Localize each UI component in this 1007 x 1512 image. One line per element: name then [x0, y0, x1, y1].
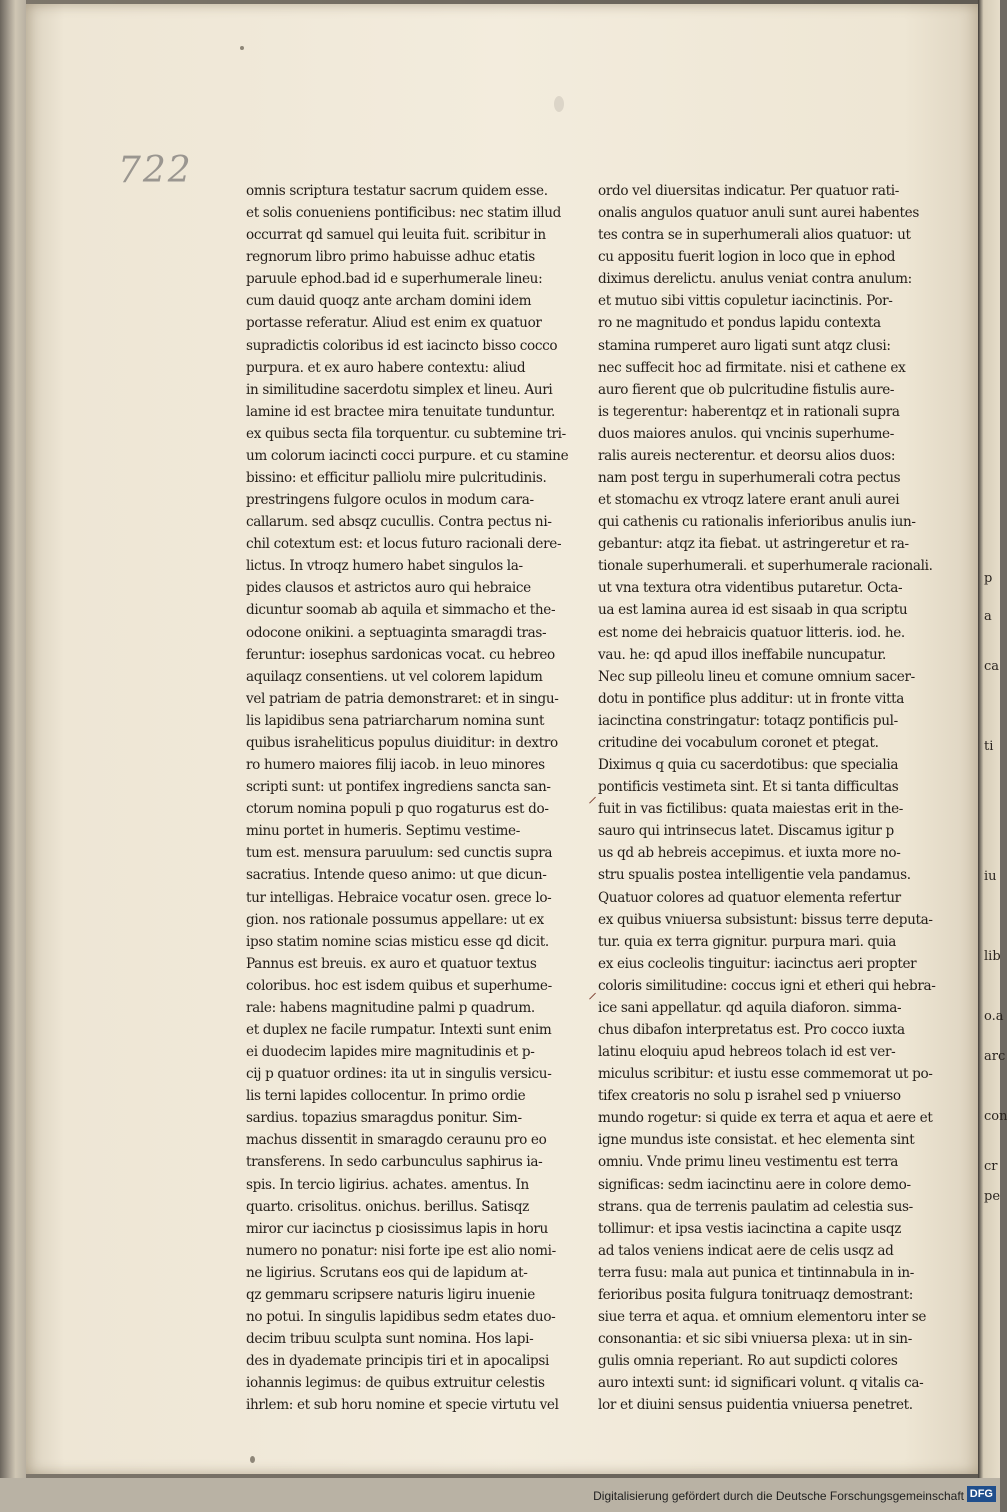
text-line: rale: habens magnitudine palmi p quadrum.	[246, 999, 535, 1016]
text-line: onalis angulos quatuor anuli sunt aurei habentes	[598, 205, 919, 222]
text-line: pontificis vestimeta sint. Et si tanta difficultas	[598, 779, 899, 796]
text-line: igne mundus iste consistat. et hec elementa sint	[598, 1132, 915, 1149]
text-line: us qd ab hebreis accepimus. et iuxta more no-	[598, 845, 901, 862]
text-line: aquilaqz consentiens. ut vel colorem lapidum	[246, 668, 543, 685]
text-line: ferioribus posita fulgura tonitruaqz demostrant:	[598, 1286, 913, 1303]
text-line: sacratius. Intende queso animo: ut que dicun-	[246, 867, 547, 884]
text-line: stamina rumperet auro ligati sunt atqz clusi:	[598, 337, 891, 354]
text-line: numero no ponatur: nisi forte ipe est alio nomi-	[246, 1242, 556, 1259]
text-line: coloribus. hoc est isdem quibus et superhume-	[246, 977, 552, 994]
text-line: Nec sup pilleolu lineu et comune omnium sacer-	[598, 668, 915, 685]
text-line: decim tribuu sculpta sunt nomina. Hos lapi-	[246, 1331, 534, 1348]
text-line: ctorum nomina populi p quo rogaturus est do-	[246, 801, 549, 818]
text-line: critudine dei vocabulum coronet et ptegat.	[598, 734, 879, 751]
dfg-logo: DFG	[967, 1486, 996, 1502]
text-line: auro fierent que ob pulcritudine fistulis aure-	[598, 381, 895, 398]
text-line: omniu. Vnde primu lineu vestimentu est terra	[598, 1154, 899, 1171]
text-line: scripti sunt: ut pontifex ingrediens sancta san-	[246, 779, 551, 796]
text-line: lis terni lapides collocentur. In primo ordie	[246, 1088, 526, 1105]
text-line: consonantia: et sic sibi vniuersa plexa: ut in sin-	[598, 1331, 912, 1348]
text-line: tionale superhumerali. et superhumerale racionali.	[598, 558, 933, 575]
text-line: et mutuo sibi vittis copuletur iacinctinis. Por-	[598, 293, 893, 310]
text-line: ne ligirius. Scrutans eos qui de lapidum at-	[246, 1264, 528, 1281]
text-line: et duplex ne facile rumpatur. Intexti sunt enim	[246, 1021, 552, 1038]
text-line: portasse referatur. Aliud est enim ex quatuor	[246, 315, 542, 332]
text-line: pides clausos et astrictos auro qui hebraice	[246, 580, 531, 597]
text-line: ut vna textura otra videntibus putaretur. Octa-	[598, 580, 903, 597]
text-line: regnorum libro primo habuisse adhuc etatis	[246, 249, 535, 266]
marginal-paragraph-mark: ⸝	[588, 786, 597, 807]
text-line: lictus. In vtroqz humero habet singulos la-	[246, 558, 523, 575]
facing-page-fragment: p	[984, 571, 993, 586]
facing-page-fragment: a	[984, 609, 992, 624]
text-column-left	[246, 180, 569, 1416]
text-line: no potui. In singulis lapidibus sedm etates duo-	[246, 1308, 556, 1325]
text-line: ei duodecim lapides mire magnitudinis et p-	[246, 1044, 535, 1061]
text-line: quibus israheliticus populus diuiditur: in dextro	[246, 734, 558, 751]
text-line: Diximus q quia cu sacerdotibus: que specialia	[598, 757, 899, 774]
text-column-right	[598, 180, 936, 1416]
text-line: est nome dei hebraicis quatuor litteris. iod. he.	[598, 624, 905, 641]
text-line: nec suffecit hoc ad firmitate. nisi et cathene ex	[598, 359, 906, 376]
facing-page-fragment: pe	[984, 1189, 1001, 1204]
text-line: strans. qua de terrenis paulatim ad celestia sus-	[598, 1198, 913, 1215]
text-line: ice sani appellatur. qd aquila diaforon. simma-	[598, 999, 902, 1016]
text-line: machus dissentit in smaragdo ceraunu pro eo	[246, 1132, 547, 1149]
text-line: prestringens fulgore oculos in modum cara-	[246, 492, 534, 509]
text-line: tur. quia ex terra gignitur. purpura mari. quia	[598, 933, 897, 950]
text-line: vau. he: qd apud illos ineffabile nuncupatur.	[598, 646, 887, 663]
text-line: gulis omnia reperiant. Ro aut supdicti colores	[598, 1353, 898, 1370]
text-line: is tegerentur: haberentqz et in rationali supra	[598, 403, 900, 420]
text-line: stru spualis postea intelligentie vela pandamus.	[598, 867, 911, 884]
text-line: omnis scriptura testatur sacrum quidem esse.	[246, 183, 548, 199]
text-line: ex quibus secta fila torquentur. cu subtemine tri-	[246, 425, 566, 442]
text-line: tes contra se in superhumerali alios quatuor: ut	[598, 227, 911, 244]
paper-speck	[240, 46, 244, 50]
text-line: tum est. mensura paruulum: sed cunctis supra	[246, 845, 553, 862]
text-line: in similitudine sacerdotu simplex et lineu. Auri	[246, 381, 553, 398]
text-line: cum dauid quoqz ante archam domini idem	[246, 293, 532, 310]
text-line: tur intelligas. Hebraice vocatur osen. grece lo-	[246, 889, 552, 906]
text-line: spis. In tercio ligirius. achates. amentus. In	[246, 1176, 529, 1193]
paper-speck	[554, 96, 564, 112]
text-line: sauro qui intrinsecus latet. Discamus igitur p	[598, 823, 894, 840]
paper-speck	[250, 1456, 255, 1463]
text-line: tollimur: et ipsa vestis iacinctina a capite usqz	[598, 1220, 902, 1237]
text-line: lor et diuini sensus puidentia vniuersa penetret.	[598, 1397, 913, 1414]
text-line: ordo vel diuersitas indicatur. Per quatuor rati-	[598, 183, 899, 199]
text-line: dicuntur soomab ab aquila et simmacho et the-	[246, 602, 556, 619]
text-line: auro intexti sunt: id significari volunt. q vitalis ca-	[598, 1375, 924, 1392]
marginal-paragraph-mark: ⸝	[588, 982, 597, 1003]
text-line: cu appositu fuerit logion in loco que in ephod	[598, 249, 896, 266]
text-line: terra fusu: mala aut punica et tintinnabula in in-	[598, 1264, 915, 1281]
facing-page-fragment: arc	[984, 1049, 1006, 1064]
text-line: iacinctina constringatur: totaqz pontificis pul-	[598, 712, 898, 729]
text-line: miror cur iacinctus p ciosissimus lapis in horu	[246, 1220, 548, 1237]
text-line: latinu eloquiu apud hebreos tolach id est ver-	[598, 1044, 896, 1061]
text-line: fuit in vas fictilibus: quata maiestas erit in the-	[598, 801, 904, 818]
text-line: transferens. In sedo carbunculus saphirus ia-	[246, 1154, 543, 1171]
text-line: ralis aureis necterentur. et deorsu alios duos:	[598, 447, 896, 464]
text-line: um colorum iacincti cocci purpure. et cu stamine	[246, 447, 569, 464]
text-line: purpura. et ex auro habere contextu: aliud	[246, 359, 526, 376]
text-line: bissino: et efficitur palliolu mire pulcritudinis.	[246, 470, 547, 487]
text-line: minu portet in humeris. Septimu vestime-	[246, 823, 520, 840]
text-line: mundo rogetur: si quide ex terra et aqua et aere et	[598, 1110, 933, 1127]
text-line: feruntur: iosephus sardonicas vocat. cu hebreo	[246, 646, 555, 663]
text-line: odocone onikini. a septuaginta smaragdi tras-	[246, 624, 547, 641]
text-line: occurrat qd samuel qui leuita fuit. scribitur in	[246, 227, 546, 244]
text-line: iohannis legimus: de quibus extruitur celestis	[246, 1375, 545, 1392]
text-line: coloris similitudine: coccus igni et etheri qui hebra-	[598, 977, 936, 994]
facing-page-fragment: o.a	[984, 1009, 1004, 1024]
text-line: nam post tergu in superhumerali cotra pectus	[598, 470, 901, 487]
facing-page-fragment: con	[984, 1109, 1007, 1124]
text-line: et solis conueniens pontificibus: nec statim illud	[246, 205, 561, 222]
text-line: significas: sedm iacinctinu aere in colore demo-	[598, 1176, 911, 1193]
text-line: ro ne magnitudo et pondus lapidu contexta	[598, 315, 881, 332]
text-line: ihrlem: et sub horu nomine et specie virtutu vel	[246, 1397, 559, 1414]
text-line: ex quibus vniuersa subsistunt: bissus terre deputa-	[598, 911, 933, 928]
facing-page-fragment: iu	[984, 869, 997, 884]
facing-page-fragment: ca	[984, 659, 1000, 674]
text-line: callarum. sed absqz cucullis. Contra pectus ni-	[246, 514, 552, 531]
text-line: lamine id est bractee mira tenuitate tunduntur.	[246, 403, 555, 420]
text-line: siue terra et aqua. et omnium elementoru inter se	[598, 1308, 927, 1325]
text-line: quarto. crisolitus. onichus. berillus. Satisqz	[246, 1198, 529, 1215]
text-line: ipso statim nomine scias misticu esse qd dicit.	[246, 933, 549, 950]
folio-number: 722	[118, 150, 193, 191]
text-line: gebantur: atqz ita fiebat. ut astringeretur et ra-	[598, 536, 909, 553]
text-line: ua est lamina aurea id est sisaab in qua scriptu	[598, 602, 908, 619]
text-line: dotu in pontifice plus additur: ut in fronte vitta	[598, 690, 905, 707]
text-line: vel patriam de patria demonstraret: et in singu-	[246, 690, 559, 707]
text-line: Quatuor colores ad quatuor elementa refertur	[598, 889, 901, 906]
text-line: Pannus est breuis. ex auro et quatuor textus	[246, 955, 537, 972]
text-line: diximus derelictu. anulus veniat contra anulum:	[598, 271, 912, 288]
text-line: sardius. topazius smaragdus ponitur. Sim-	[246, 1110, 522, 1127]
text-line: qui cathenis cu rationalis inferioribus anulis iun-	[598, 514, 916, 531]
text-line: chil cotextum est: et locus futuro racionali dere-	[246, 536, 562, 553]
text-line: supradictis coloribus id est iacincto bisso cocco	[246, 337, 558, 354]
text-line: ex eius cocleolis tinguitur: iacinctus aeri propter	[598, 955, 917, 972]
text-line: des in dyademate principis tiri et in apocalipsi	[246, 1353, 549, 1370]
facing-page-fragment: ti	[984, 739, 994, 754]
facing-page-fragment: lib	[984, 949, 1001, 964]
text-line: et stomachu ex vtroqz latere erant anuli aurei	[598, 492, 900, 509]
text-line: miculus scribitur: et iustu esse commemorat ut po-	[598, 1066, 933, 1083]
text-line: chus dibafon interpretatus est. Pro cocco iuxta	[598, 1021, 905, 1038]
text-line: duos maiores anulos. qui vncinis superhume-	[598, 425, 894, 442]
text-line: ro humero maiores filij iacob. in leuo minores	[246, 757, 545, 774]
text-line: gion. nos rationale possumus appellare: ut ex	[246, 911, 544, 928]
text-line: paruule ephod.bad id e superhumerale lineu:	[246, 271, 543, 288]
text-line: tifex creatoris no solu p israhel sed p vniuerso	[598, 1088, 901, 1105]
book-page-stack-edge	[0, 0, 26, 1478]
facing-page-fragment: cr	[984, 1159, 998, 1174]
text-line: qz gemmaru scripsere naturis ligiru inuenie	[246, 1286, 535, 1303]
digitization-credit: Digitalisierung gefördert durch die Deutsche Forschungsgemeinschaft	[593, 1489, 964, 1503]
text-line: cij p quatuor ordines: ita ut in singulis versicu-	[246, 1066, 552, 1083]
text-line: ad talos veniens indicat aere de celis usqz ad	[598, 1242, 894, 1259]
text-line: lis lapidibus sena patriarcharum nomina sunt	[246, 712, 545, 729]
